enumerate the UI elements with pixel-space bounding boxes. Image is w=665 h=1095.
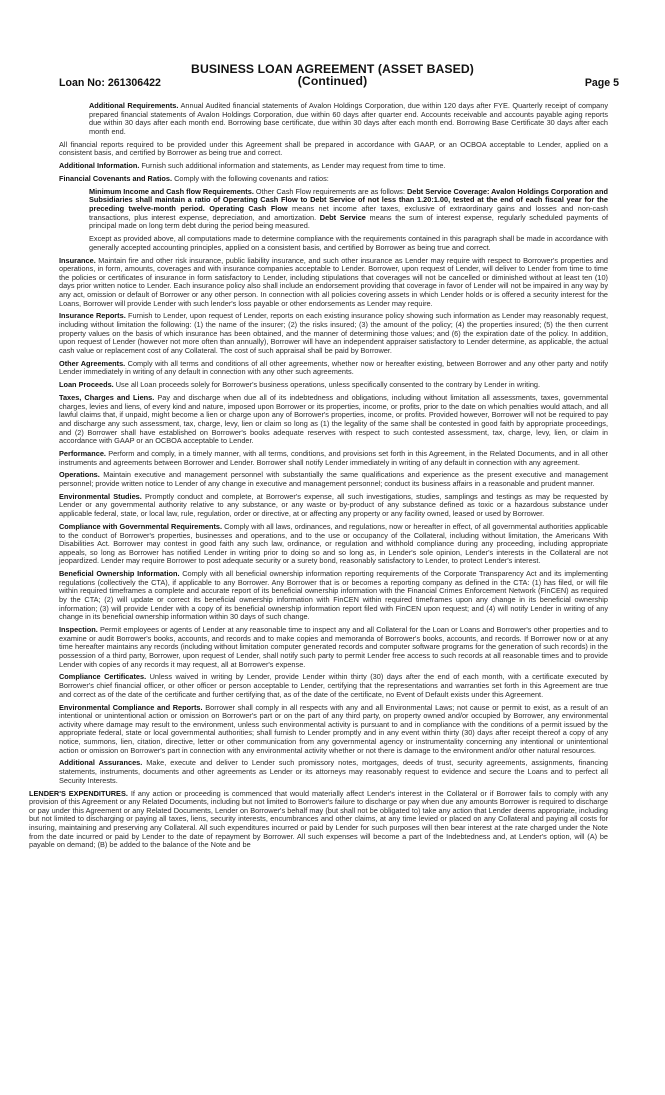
para-performance — [59, 450, 608, 467]
text-additional-information: Furnish such additional information and statements, as Lender may request from time to time. — [141, 161, 446, 171]
heading-additional-assurances: Additional Assurances. — [59, 758, 143, 768]
para-financial-covenants — [59, 175, 608, 184]
text-compliance-certificates: Unless waived in writing by Lender, provide Lender within thirty (30) days after the end of each month, with a certificate executed by Borrower's chief financial officer, or other officer or person acceptable to Lender, certifying that the representations and warranties set forth in this Agreement are true and correct as of the date of the certificate and further certifying that, as of the date of the certificate, no Event of Default exists under this Agreement. — [59, 672, 608, 699]
para-environmental-studies — [59, 493, 608, 519]
text-additional-assurances: Make, execute and deliver to Lender such promissory notes, mortgages, deeds of trust, security agreements, assignments, financing statements, instruments, documents and other agreements as Lender or its attorneys may reasonably request to evidence and secure the Loans and to perfect all Security Interests. — [59, 758, 608, 785]
text-financial-reports: All financial reports required to be provided under this Agreement shall be prepared in accordance with GAAP, or an OCBOA acceptable to Lender, applied on a consistent basis, and certified by Borrower as being true and correct. — [59, 139, 608, 158]
text-debt-service-coverage: Debt Service Coverage: Avalon Holdings Corporation and Subsidiaries shall maintain a ratio of Operating Cash Flow to Debt Service of not less than 1.20:1.00, tested at the end of each fiscal year for the preceding twelve-month period. Operating Cash Flow — [89, 186, 608, 213]
document-title: BUSINESS LOAN AGREEMENT (ASSET BASED) — [191, 62, 474, 76]
text-compliance-gov: Comply with all laws, ordinances, and regulations, now or hereafter in effect, of all governmental authorities applicable to the conduct of Borrower's properties, businesses and operations, and to the use or occupancy of the Collateral, including without limitation, the Americans With Disabilities Act. Borrower may contest in good faith any such law, ordinance, or regulation and withhold compliance during any proceeding, including appropriate appeals, so long as Borrower has notified Lender in writing prior to doing so and so long as, in Lender's sole opinion, Lender's interests in the Collateral are not jeopardized. Lender may require Borrower to post adequate security or a surety bond, reasonably satisfactory to Lender, to protect Lender's interest. — [59, 521, 608, 566]
text-taxes: Pay and discharge when due all of its indebtedness and obligations, including without limitation all assessments, taxes, governmental charges, levies and liens, of every kind and nature, imposed upon Borrower or its properties, income, or profits, prior to the date on which penalties would attach, and all lawful claims that, if unpaid, might become a lien or charge upon any of Borrower's properties, income, or profits. Provided however, Borrower will not be required to pay and discharge any such assessment, tax, charge, levy, lien or claim so long as (1) the legality of the same shall be contested in good faith by appropriate proceedings, and (2) Borrower shall have established on Borrower's books adequate reserves with respect to such contested assessment, tax, charge, levy, lien, or claim in accordance with GAAP or an OCBOA acceptable to Lender. — [59, 393, 609, 446]
para-additional-assurances — [59, 759, 608, 785]
heading-environmental-compliance: Environmental Compliance and Reports. — [59, 702, 203, 712]
text-minimum-income-a: Other Cash Flow requirements are as follows: — [255, 186, 405, 196]
para-taxes — [59, 394, 608, 446]
para-lenders-expenditures — [29, 790, 608, 850]
para-additional-information — [59, 162, 608, 171]
heading-taxes: Taxes, Charges and Liens. — [59, 393, 155, 402]
text-insurance-reports: Furnish to Lender, upon request of Lender, reports on each existing insurance policy showing such information as Lender may reasonably request, including without limitation the following: (1) the name of the insurer; (2) the risks insured; (3) the amount of the policy; (4) the properties insured; (5) the then current property values on the basis of which insurance has been obtained, and the manner of determining those values; and (6) the expiration date of the policy. In addition, upon request of Lender (however not more often than annually), Borrower will have an independent appraiser satisfactory to Lender determine, as applicable, the actual cash value or replacement cost of any Collateral. The cost of such appraisal shall be paid by Borrower. — [59, 311, 608, 355]
document-subtitle: (Continued) — [297, 74, 368, 88]
text-inspection: Permit employees or agents of Lender at any reasonable time to inspect any and all Collateral for the Loan or Loans and Borrower's other properties and to examine or audit Borrower's books, accounts, and records and to make copies and memoranda of Borrower's books, accounts, and records. If Borrower now or at any time hereafter maintains any records (including without limitation computer generated records and computer software programs for the generation of such records) in the possession of a third party, Borrower, upon request of Lender, shall notify such party to permit Lender free access to such records at all reasonable times and to provide Lender with copies of any records it may request, all at Borrower's expense. — [59, 625, 608, 669]
heading-insurance-reports: Insurance Reports. — [59, 311, 126, 321]
heading-minimum-income: Minimum Income and Cash flow Requirements. — [89, 186, 254, 196]
para-compliance-gov — [59, 523, 608, 566]
para-compliance-certificates — [59, 673, 608, 699]
heading-additional-requirements: Additional Requirements. — [89, 101, 179, 110]
para-minimum-income — [89, 188, 608, 231]
page-number: Page 5 — [584, 77, 619, 89]
para-loan-proceeds — [59, 381, 608, 390]
para-additional-requirements — [89, 102, 608, 137]
document-body — [29, 101, 609, 854]
text-minimum-income-c: means the sum of interest expense, regularly scheduled payments of principal made on long term debt during the period being measured. — [89, 212, 608, 231]
text-insurance: Maintain fire and other risk insurance, public liability insurance, and such other insurance as Lender may require with respect to Borrower's properties and operations, in form, amounts, coverages and with insurance companies acceptable to Lender. Borrower, upon request of Lender, will deliver to Lender from time to time the policies or certificates of insurance in form satisfactory to Lender, including stipulations that coverages will not be cancelled or diminished without at least ten (10) days prior written notice to Lender. Each insurance policy also shall include an endorsement providing that coverage in favor of Lender will not be impaired in any way by any act, omission or default of Borrower or any other person. In connection with all policies covering assets in which Lender holds or is offered a security interest for the Loans, Borrower will provide Lender with such lender's loss payable or other endorsements as Lender may require. — [59, 255, 608, 308]
para-insurance-reports — [59, 312, 608, 355]
heading-loan-proceeds: Loan Proceeds. — [59, 380, 114, 390]
text-environmental-studies: Promptly conduct and complete, at Borrower's expense, all such investigations, studies, samplings and testings as may be requested by Lender or any governmental authority relative to any substance, or any waste or by-product of any substance defined as toxic or a hazardous substance under applicable federal, state, or local law, rule, regulation, order or directive, at or affecting any property or any facility owned, leased or used by Borrower. — [59, 491, 608, 519]
text-loan-proceeds: Use all Loan proceeds solely for Borrower's business operations, unless specifically consented to the contrary by Lender in writing. — [115, 380, 541, 390]
para-operations — [59, 471, 608, 488]
heading-compliance-certificates: Compliance Certificates. — [59, 672, 147, 682]
text-debt-service-term: Debt Service — [319, 212, 366, 222]
text-except-as-provided: Except as provided above, all computations made to determine compliance with the requirements contained in this paragraph shall be made in accordance with generally accepted accounting principles, applied on a consistent basis, and certified by Borrower as being true and correct. — [89, 234, 608, 252]
heading-operations: Operations. — [59, 470, 100, 480]
heading-compliance-gov: Compliance with Governmental Requirements. — [59, 521, 223, 531]
text-other-agreements: Comply with all terms and conditions of all other agreements, whether now or hereafter existing, between Borrower and any other party and notify Lender immediately in writing of any default in connection with any other such agreements. — [59, 358, 609, 377]
text-additional-requirements: Annual Audited financial statements of Avalon Holdings Corporation, due within 120 days after FYE. Quarterly receipt of company prepared financial statements of Avalon Holdings Corporation, due within 60 days after quarter end. Accounts receivable and accounts payable aging reports due within 30 days after each month end. Borrowing base certificate, due within 30 days after each month end. Borrowing Base Certificate 30 days after each month end. — [89, 101, 609, 136]
para-other-agreements — [59, 360, 608, 377]
heading-additional-information: Additional Information. — [59, 161, 140, 171]
text-environmental-compliance: Borrower shall comply in all respects with any and all Environmental Laws; not cause or permit to exist, as a result of an intentional or unintentional action or omission on Borrower's part or on the part of any third party, on property owned and/or occupied by Borrower, any environmental activity where damage may result to the environment, unless such environmental activity is pursuant to and in compliance with the conditions of a permit issued by the appropriate federal, state or local governmental authorities; shall furnish to Lender promptly and in any event within thirty (30) days after receipt thereof a copy of any notice, summons, lien, citation, directive, letter or other communication from any governmental agency or instrumentality concerning any intentional or unintentional action or omission on Borrower's part in connection with any environmental activity whether or not there is damage to the environment and/or other natural resources. — [59, 702, 608, 755]
loan-number: Loan No: 261306422 — [59, 77, 161, 89]
para-environmental-compliance — [59, 704, 608, 756]
text-financial-covenants: Comply with the following covenants and ratios: — [174, 173, 329, 183]
heading-beneficial-ownership: Beneficial Ownership Information. — [59, 569, 180, 579]
heading-environmental-studies: Environmental Studies. — [59, 491, 142, 501]
para-beneficial-ownership — [59, 570, 608, 622]
para-except-as-provided — [89, 235, 608, 252]
para-insurance — [59, 257, 608, 309]
heading-inspection: Inspection. — [59, 625, 98, 635]
text-lenders-expenditures: If any action or proceeding is commenced that would materially affect Lender's interest in the Collateral or if Borrower fails to comply with any provision of this Agreement or any Related Documents, including but not limited to Borrower's failure to discharge or pay when due any amounts Borrower is required to discharge or pay under this Agreement or any Related Documents, Lender on Borrower's behalf may (but shall not be obligated to) take any action that Lender deems appropriate, including but not limited to discharging or paying all taxes, liens, security interests, encumbrances and other claims, at any time levied or placed on any Collateral and paying all costs for insuring, maintaining and preserving any Collateral. All such expenditures incurred or paid by Lender for such purposes will then bear interest at the rate charged under the Note from the date incurred or paid by Lender to the date of repayment by Borrower. All such expenses will become a part of the Indebtedness and, at Lender's option, will (A) be payable on demand; (B) be added to the balance of the Note and be — [29, 788, 608, 850]
text-minimum-income-b: means net income after taxes, exclusive of extraordinary gains and losses and non-cash transactions, plus interest expense, depreciation, and amortization. — [89, 204, 608, 222]
heading-insurance: Insurance. — [59, 255, 96, 265]
text-performance: Perform and comply, in a timely manner, with all terms, conditions, and provisions set forth in this Agreement, in the Related Documents, and in all other instruments and agreements between Borrower and Lender. Borrower shall notify Lender immediately in writing of any default in connection with any agreement. — [59, 448, 608, 467]
heading-lenders-expenditures: LENDER'S EXPENDITURES. — [29, 788, 128, 798]
page-header — [0, 0, 665, 95]
text-beneficial-ownership: Comply with all beneficial ownership information reporting requirements of the Corporate Transparency Act and its implementing regulations (collectively the CTA), if applicable to any Borrower. Any Borrower that is or becomes a reporting company as defined in the CTA: (1) has filed, or will file within required timeframes a complete and accurate report of its beneficial ownership information with the Financial Crimes Enforcement Network (FinCEN) as required by the CTA; (2) will update or correct its beneficial ownership information with FinCEN within required timeframes upon any change in its beneficial ownership information; (3) will provide Lender with a copy of its beneficial ownership information report filed with FinCEN upon request; and (4) will notify Lender in writing of any change in its beneficial ownership information within 30 days of such change. — [59, 569, 608, 622]
text-operations: Maintain executive and management personnel with substantially the same qualifications and experience as the present executive and management personnel; provide written notice to Lender of any change in executive and management personnel; conduct its business affairs in a reasonable and prudent manner. — [59, 470, 608, 488]
para-financial-reports — [59, 141, 608, 158]
heading-other-agreements: Other Agreements. — [59, 358, 126, 368]
heading-performance: Performance. — [59, 448, 106, 458]
heading-financial-covenants: Financial Covenants and Ratios. — [59, 173, 173, 183]
para-inspection — [59, 626, 608, 669]
